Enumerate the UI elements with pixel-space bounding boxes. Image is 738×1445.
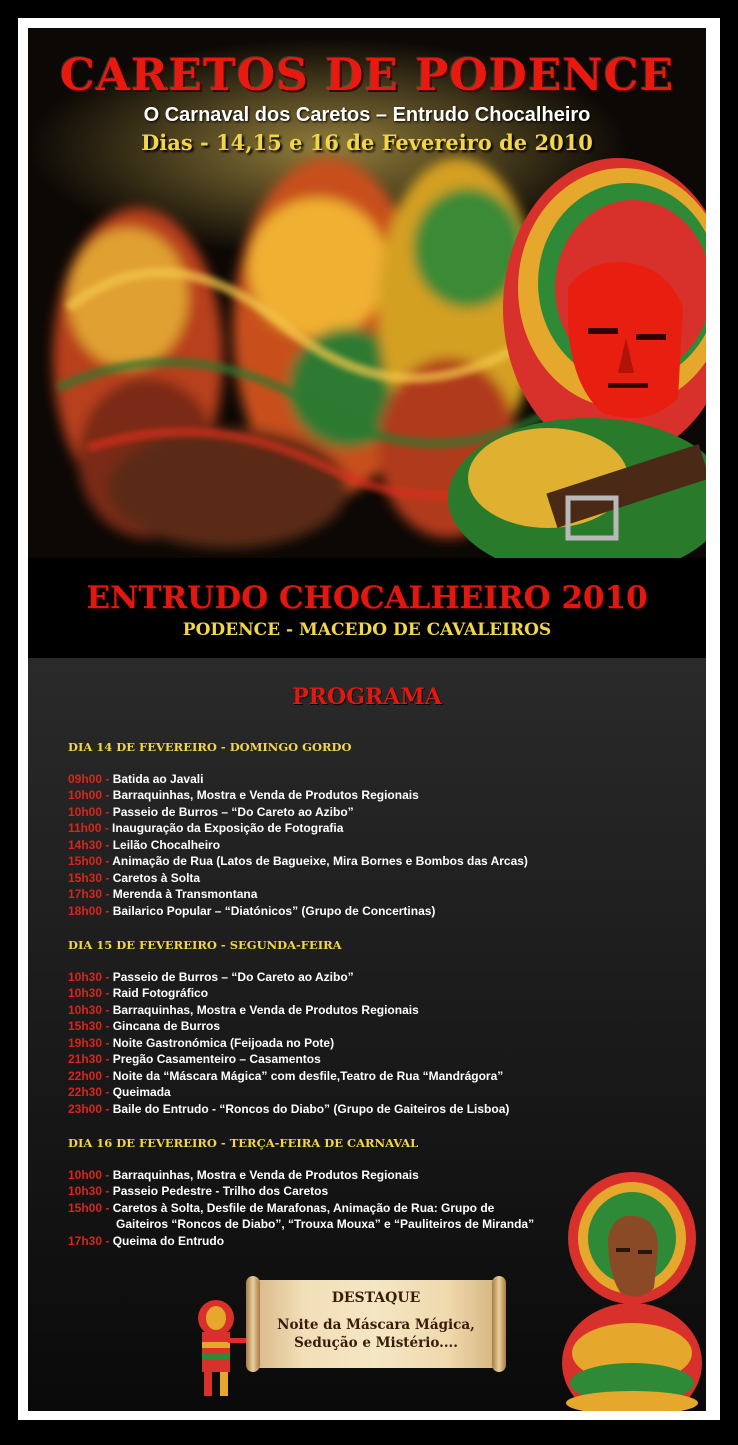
list-item: 15h30 - Gincana de Burros	[68, 1019, 221, 1033]
destaque-text	[246, 1316, 506, 1352]
day-heading: DIA 16 DE FEVEREIRO - TERÇA-FEIRA DE CARNAVAL	[68, 1136, 419, 1150]
poster	[28, 28, 706, 1411]
list-item: 10h30 - Passeio de Burros – “Do Careto ao Azibo”	[68, 970, 354, 984]
list-item: 15h00 - Caretos à Solta, Desfile de Marafonas, Animação de Rua: Grupo de	[68, 1201, 495, 1215]
list-item: 21h30 - Pregão Casamenteiro – Casamentos	[68, 1052, 321, 1066]
list-item: 14h30 - Leilão Chocalheiro	[68, 838, 221, 852]
list-item: 19h30 - Noite Gastronómica (Feijoada no Pote)	[68, 1036, 335, 1050]
list-item: 10h30 - Raid Fotográfico	[68, 986, 209, 1000]
main-title: CARETOS DE PODENCE	[59, 50, 675, 101]
destaque-line-2: Sedução e Mistério....	[294, 1335, 458, 1351]
day-heading: DIA 14 DE FEVEREIRO - DOMINGO GORDO	[68, 740, 352, 754]
destaque-title: DESTAQUE	[331, 1290, 421, 1306]
list-item: 15h00 - Animação de Rua (Latos de Bagueixe, Mira Bornes e Bombos das Arcas)	[68, 854, 528, 868]
list-item: Gaiteiros “Roncos de Diabo”, “Trouxa Mouxa” e “Pauliteiros de Miranda”	[116, 1217, 535, 1231]
day-heading: DIA 15 DE FEVEREIRO - SEGUNDA-FEIRA	[68, 938, 342, 952]
list-item: 17h30 - Queima do Entrudo	[68, 1234, 225, 1248]
list-item: 10h00 - Barraquinhas, Mostra e Venda de Produtos Regionais	[68, 788, 419, 802]
small-careto-figure	[188, 1298, 248, 1398]
program-title: PROGRAMA	[292, 684, 442, 710]
destaque-line-1: Noite da Máscara Mágica,	[277, 1317, 475, 1333]
list-item: 10h00 - Barraquinhas, Mostra e Venda de Produtos Regionais	[68, 1168, 419, 1182]
hero-photo	[28, 28, 706, 558]
large-careto-figure	[558, 1168, 706, 1411]
list-item: 15h30 - Caretos à Solta	[68, 871, 201, 885]
list-item: 10h00 - Passeio de Burros – “Do Careto ao Azibo”	[68, 805, 354, 819]
event-band	[28, 558, 706, 658]
subtitle: O Carnaval dos Caretos – Entrudo Chocalheiro	[143, 104, 591, 126]
list-item: 18h00 - Bailarico Popular – “Diatónicos” (Grupo de Concertinas)	[68, 904, 436, 918]
list-item: 22h00 - Noite da “Máscara Mágica” com desfile,Teatro de Rua “Mandrágora”	[68, 1069, 504, 1083]
band-location: PODENCE - MACEDO DE CAVALEIROS	[182, 620, 552, 640]
band-title: ENTRUDO CHOCALHEIRO 2010	[86, 580, 648, 616]
list-item: 09h00 - Batida ao Javali	[68, 772, 204, 786]
list-item: 17h30 - Merenda à Transmontana	[68, 887, 258, 901]
list-item: 11h00 - Inauguração da Exposição de Fotografia	[68, 821, 344, 835]
destaque-scroll	[246, 1276, 506, 1372]
dates-line: Dias - 14,15 e 16 de Fevereiro de 2010	[141, 130, 593, 155]
list-item: 23h00 - Baile do Entrudo - “Roncos do Diabo” (Grupo de Gaiteiros de Lisboa)	[68, 1102, 510, 1116]
list-item: 10h30 - Passeio Pedestre - Trilho dos Caretos	[68, 1184, 329, 1198]
list-item: 10h30 - Barraquinhas, Mostra e Venda de Produtos Regionais	[68, 1003, 419, 1017]
list-item: 22h30 - Queimada	[68, 1085, 171, 1099]
program-section	[28, 658, 706, 1411]
